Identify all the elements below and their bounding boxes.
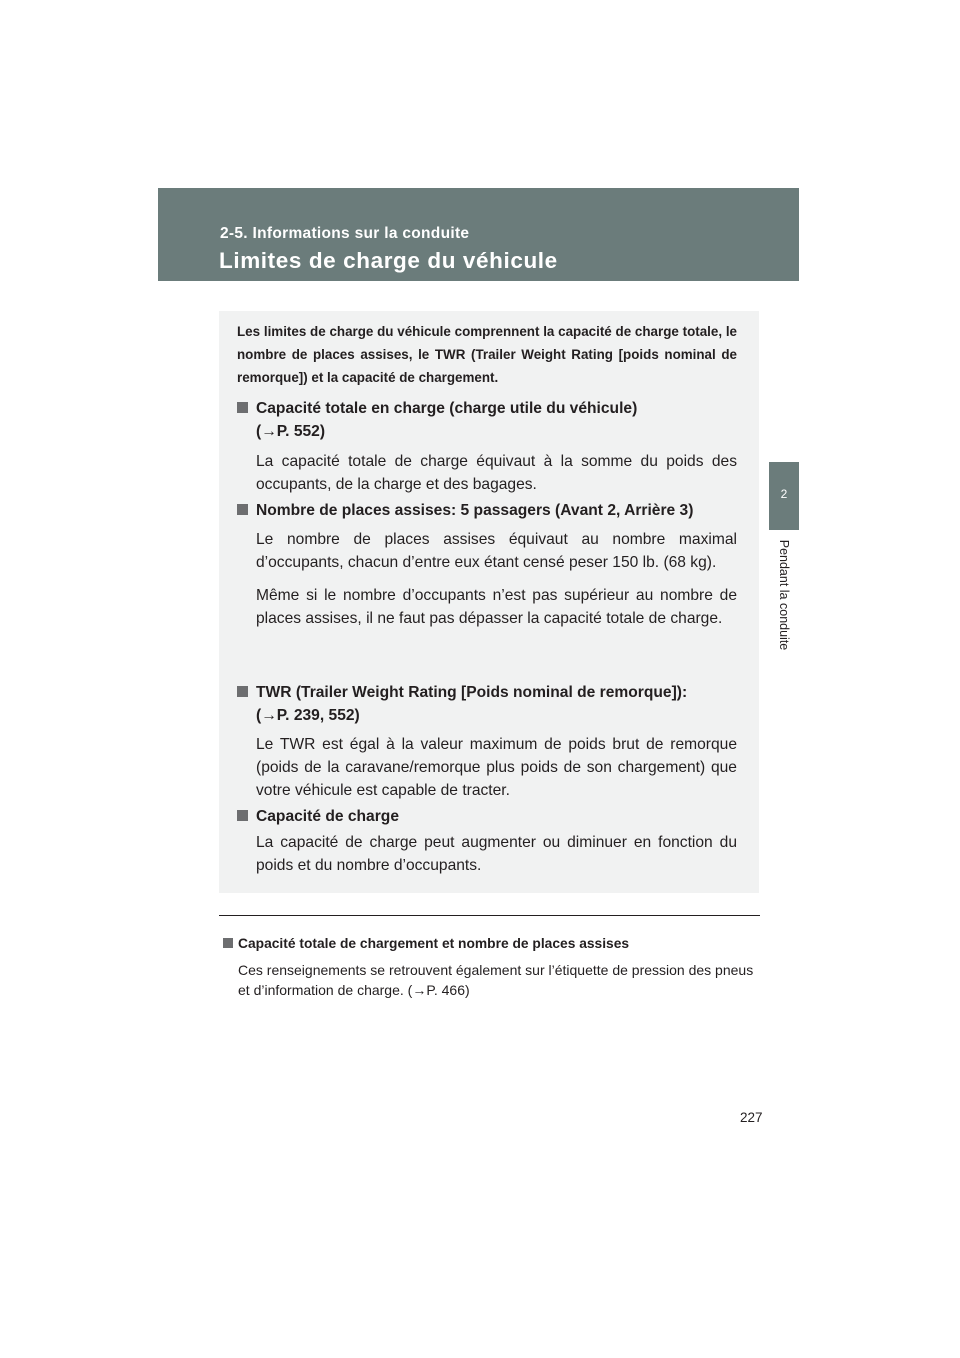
- chapter-caption: Pendant la conduite: [777, 539, 791, 651]
- item-heading: Capacité totale en charge (charge utile du véhicule): [237, 397, 737, 420]
- intro-paragraph: Les limites de charge du véhicule comprennent la capacité de charge totale, le nombre de places assises, le TWR (Trailer Weight Rating [poids nominal de remorque]) et la capacité de chargement.: [237, 324, 737, 385]
- square-bullet-icon: [237, 810, 248, 821]
- item-paragraph: Même si le nombre d’occupants n’est pas supérieur au nombre de places assises, il ne faut pas dépasser la capacité totale de charge.: [256, 587, 737, 627]
- page-title: Limites de charge du véhicule: [219, 248, 558, 273]
- square-bullet-icon: [223, 938, 233, 948]
- section-divider: [219, 915, 760, 916]
- chapter-tab: [769, 462, 799, 530]
- header-band: [158, 188, 799, 281]
- chapter-number: 2: [780, 487, 788, 501]
- item-paragraph: Le TWR est égal à la valeur maximum de poids brut de remorque (poids de la caravane/remorque plus poids de son chargement) que votre véhicule est capable de tracter.: [256, 736, 737, 799]
- note-text: Ces renseignements se retrouvent également sur l’étiquette de pression des pneus et d’information de charge. (→P. 466): [238, 962, 754, 998]
- item-total-capacity: [237, 397, 737, 496]
- info-box: [219, 311, 759, 893]
- item-twr: [237, 681, 737, 802]
- item-heading: TWR (Trailer Weight Rating [Poids nominal de remorque]):: [237, 681, 737, 704]
- item-seating: [237, 499, 737, 630]
- page-number: 227: [740, 1110, 763, 1125]
- item-heading: Nombre de places assises: 5 passagers (Avant 2, Arrière 3): [237, 499, 737, 522]
- square-bullet-icon: [237, 504, 248, 515]
- page-reference: (→P. 552): [256, 423, 326, 440]
- note-heading: Capacité totale de chargement et nombre de places assises: [223, 934, 759, 954]
- item-heading: Capacité de charge: [237, 805, 737, 828]
- page-reference: (→P. 239, 552): [256, 707, 360, 724]
- item-paragraph: La capacité totale de charge équivaut à la somme du poids des occupants, de la charge et des bagages.: [256, 453, 737, 493]
- item-load-capacity: [237, 805, 737, 877]
- item-paragraph: La capacité de charge peut augmenter ou diminuer en fonction du poids et du nombre d’occupants.: [256, 834, 737, 874]
- item-paragraph: Le nombre de places assises équivaut au nombre maximal d’occupants, chacun d’entre eux étant censé peser 150 lb. (68 kg).: [256, 531, 737, 571]
- square-bullet-icon: [237, 402, 248, 413]
- square-bullet-icon: [237, 686, 248, 697]
- note-section: [223, 934, 759, 1000]
- section-label: 2-5. Informations sur la conduite: [220, 225, 470, 242]
